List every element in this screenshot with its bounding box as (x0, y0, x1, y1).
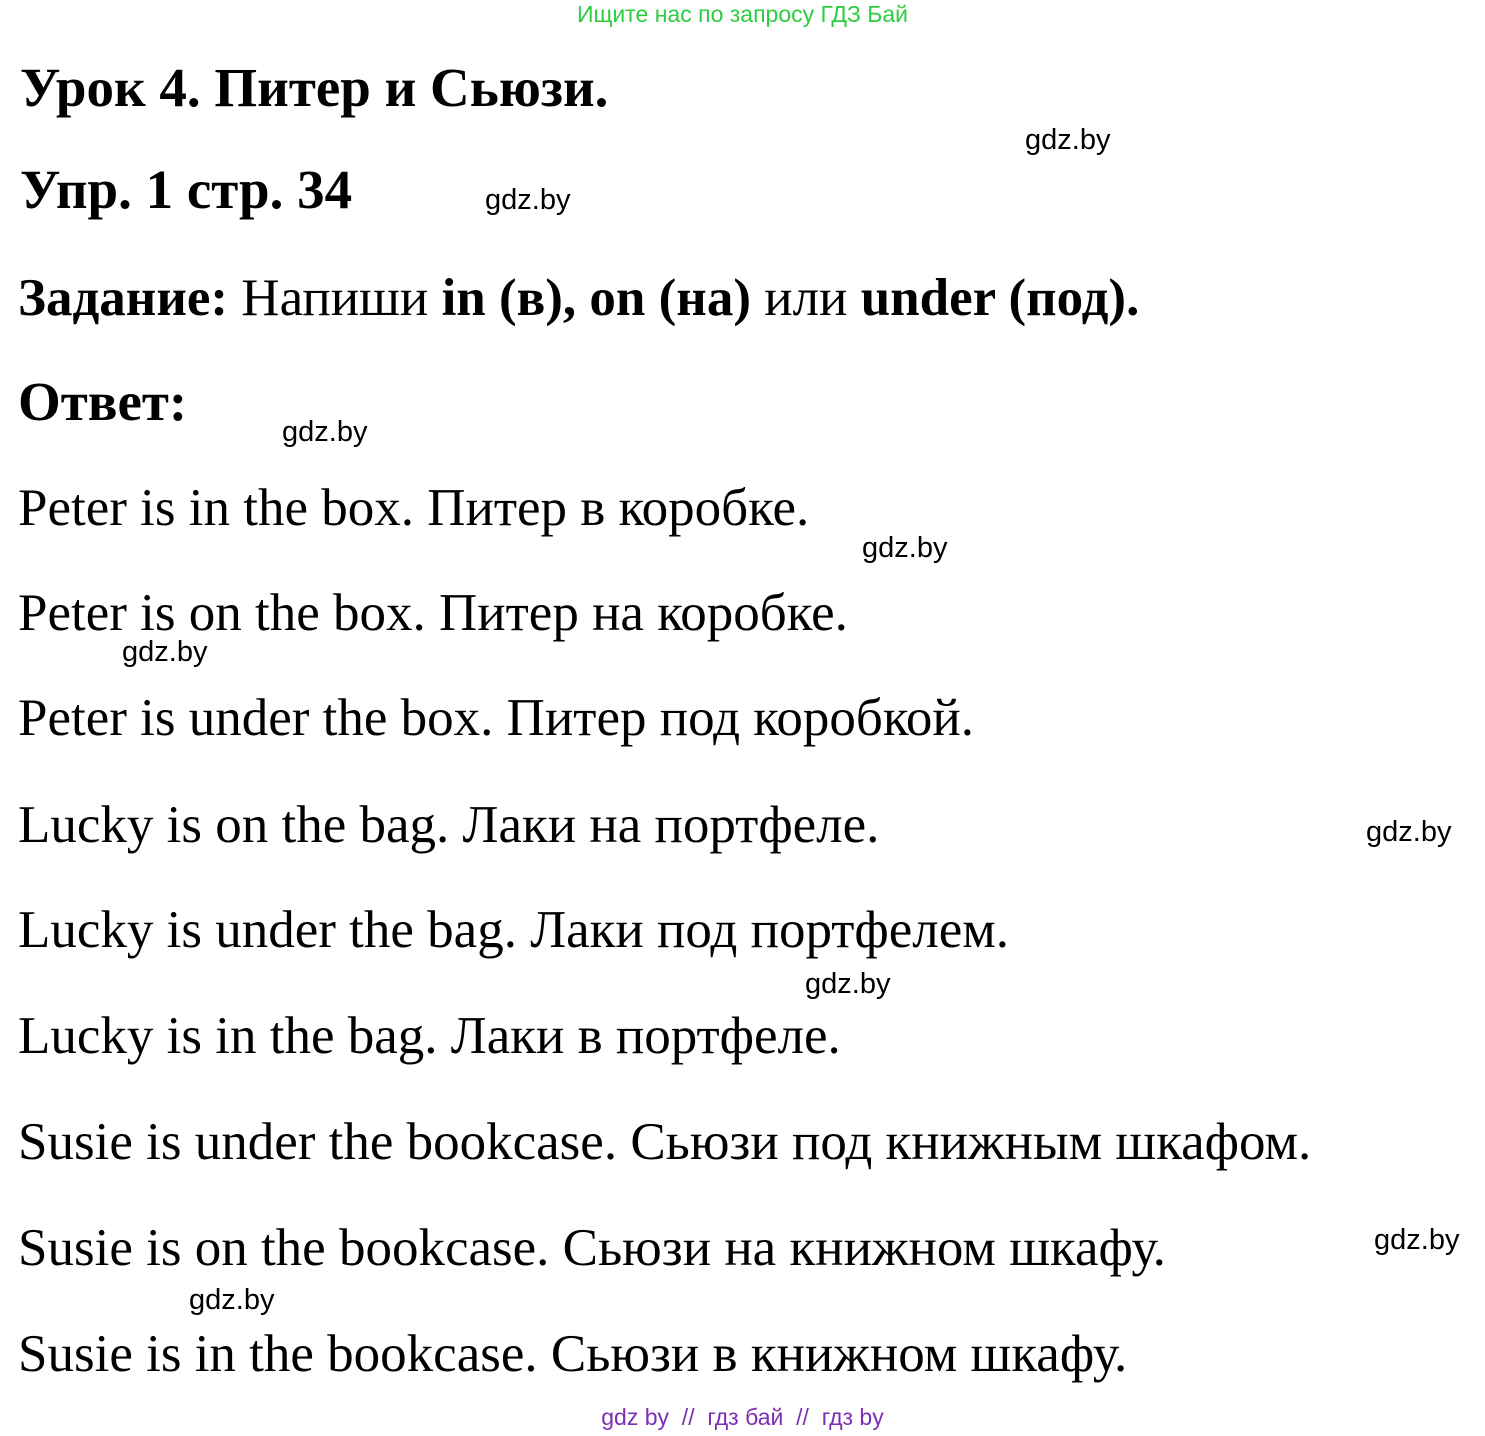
footer-links: gdz by // гдз бай // гдз by (601, 1404, 884, 1430)
watermark: gdz.by (282, 416, 368, 448)
lesson-title: Урок 4. Питер и Сьюзи. (20, 57, 609, 118)
watermark: gdz.by (189, 1284, 275, 1316)
task-label: Задание: (18, 269, 229, 327)
answer-line: Peter is on the box. Питер на коробке. (18, 584, 848, 642)
answer-line: Susie is under the bookcase. Сьюзи под книжным шкафом. (18, 1113, 1312, 1171)
watermark: gdz.by (1374, 1224, 1460, 1256)
answer-line: Lucky is on the bag. Лаки на портфеле. (18, 796, 880, 854)
answer-label: Ответ: (18, 371, 188, 432)
task-text-1: Напиши (228, 269, 442, 327)
watermark: gdz.by (122, 636, 208, 668)
exercise-title: Упр. 1 стр. 34 (20, 159, 353, 220)
task-options-2: under (под). (860, 269, 1140, 327)
answer-line: Peter is in the box. Питер в коробке. (18, 479, 810, 537)
answer-line: Lucky is under the bag. Лаки под портфелем. (18, 901, 1010, 959)
task-text-2: или (751, 269, 861, 327)
watermark: gdz.by (1025, 124, 1111, 156)
watermark: gdz.by (485, 184, 571, 216)
answer-line: Lucky is in the bag. Лаки в портфеле. (18, 1007, 841, 1065)
answer-line: Susie is in the bookcase. Сьюзи в книжном шкафу. (18, 1325, 1128, 1383)
task-statement (18, 268, 1139, 328)
watermark: gdz.by (805, 968, 891, 1000)
watermark: gdz.by (862, 532, 948, 564)
task-options-1: in (в), on (на) (441, 269, 751, 327)
watermark: gdz.by (1366, 816, 1452, 848)
search-hint-banner: Ищите нас по запросу ГДЗ Бай (576, 1, 909, 27)
answer-line: Peter is under the box. Питер под коробкой. (18, 689, 974, 747)
answer-line: Susie is on the bookcase. Сьюзи на книжном шкафу. (18, 1219, 1166, 1277)
